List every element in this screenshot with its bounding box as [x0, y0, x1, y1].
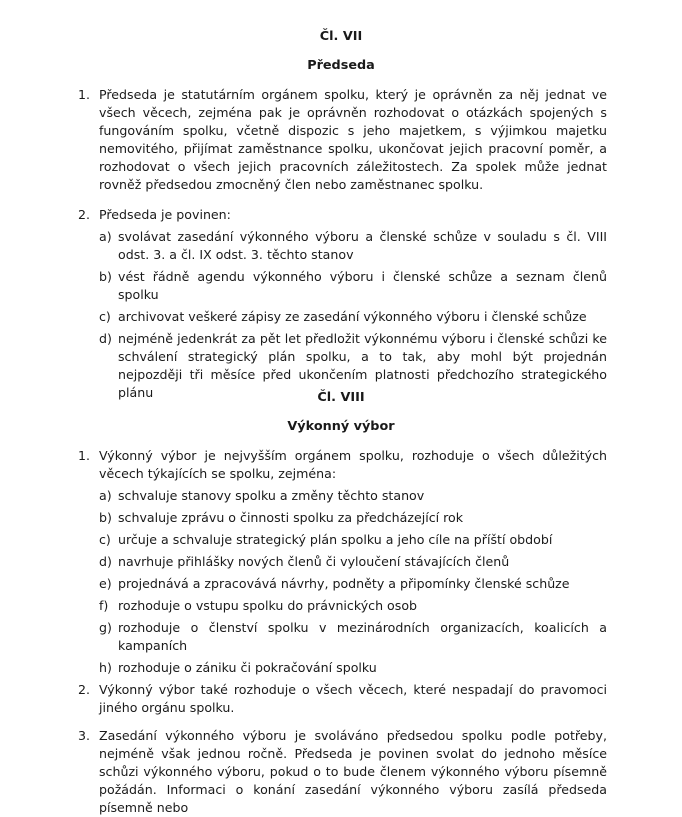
sub-item-letter: a): [99, 229, 112, 244]
sub-item-letter: a): [99, 488, 112, 503]
sub-item: [99, 268, 607, 304]
sub-item: [99, 308, 607, 326]
sub-item-text: svolávat zasedání výkonného výboru a členské schůze v souladu s čl. VIII odst. 3. a čl. IX odst. 3. těchto stanov: [118, 229, 607, 262]
sub-item-text: nejméně jedenkrát za pět let předložit výkonnému výboru i členské schůzi ke schválení strategický plán spolku, a to tak, aby mohl být projednán nejpozději tři měsíce před ukončením platnosti předchozího strategického plánu: [118, 331, 607, 400]
sub-item-letter: d): [99, 331, 112, 346]
sub-item-text: rozhoduje o členství spolku v mezinárodních organizacích, koalicích a kampaních: [118, 620, 607, 653]
item-text: Výkonný výbor je nejvyšším orgánem spolku, rozhoduje o všech důležitých věcech týkajících se spolku, zejména:: [99, 448, 607, 481]
sub-item-letter: h): [99, 660, 112, 675]
item-number: 3.: [78, 728, 91, 743]
list-item: [78, 681, 607, 717]
article-heading: Čl. VIII: [317, 390, 365, 405]
sub-item: [99, 531, 607, 549]
sub-item-letter: d): [99, 554, 112, 569]
sub-list: [99, 487, 607, 677]
sub-item-letter: b): [99, 510, 112, 525]
sub-item-letter: c): [99, 309, 111, 324]
item-number: 2.: [78, 682, 91, 697]
sub-item-letter: e): [99, 576, 112, 591]
sub-item-text: archivovat veškeré zápisy ze zasedání výkonného výboru i členské schůze: [118, 309, 587, 324]
list-item: [78, 206, 607, 402]
sub-item-text: vést řádně agendu výkonného výboru i členské schůze a seznam členů spolku: [118, 269, 607, 302]
article-subheading: Předseda: [307, 58, 375, 73]
article-list: [78, 447, 607, 817]
sub-item-text: určuje a schvaluje strategický plán spolku a jeho cíle na příští období: [118, 532, 553, 547]
list-item: [78, 727, 607, 817]
item-number: 1.: [78, 448, 91, 463]
sub-item-text: projednává a zpracovává návrhy, podněty a připomínky členské schůze: [118, 576, 570, 591]
sub-item: [99, 487, 607, 505]
item-text: Předseda je statutárním orgánem spolku, který je oprávněn za něj jednat ve všech věcech, zejména pak je oprávněn rozhodovat o otázkách spojených s fungováním spolku, včetně dispozic s jeho majetkem, s výjimkou majetku nemovitého, přijímat zaměstnance spolku, ukončovat jejich pracovní poměr, a rozhodovat o všech jejich pracovních záležitostech. Za spolek může jednat rovněž předsedou zmocněný člen nebo zaměstnanec spolku.: [99, 87, 607, 192]
sub-item-text: schvaluje zprávu o činnosti spolku za předcházející rok: [118, 510, 464, 525]
sub-item: [99, 553, 607, 571]
sub-item-letter: c): [99, 532, 111, 547]
article-list: [78, 86, 607, 402]
sub-item: [99, 575, 607, 593]
sub-item-text: rozhoduje o zániku či pokračování spolku: [118, 660, 377, 675]
sub-item: [99, 619, 607, 655]
item-number: 1.: [78, 87, 91, 102]
item-text: Výkonný výbor také rozhoduje o všech věcech, které nespadají do pravomoci jiného orgánu spolku.: [99, 682, 607, 715]
sub-item: [99, 597, 607, 615]
sub-item: [99, 509, 607, 527]
sub-list: [99, 228, 607, 402]
sub-item-text: rozhoduje o vstupu spolku do právnických osob: [118, 598, 418, 613]
sub-item-letter: b): [99, 269, 112, 284]
list-item: [78, 86, 607, 194]
item-text: Zasedání výkonného výboru je svoláváno předsedou spolku podle potřeby, nejméně však jednou ročně. Předseda je povinen svolat do jednoho měsíce schůzi výkonného výboru, pokud o to bude členem výkonného výboru písemně požádán. Informaci o konání zasedání výkonného výboru zasílá předseda písemně nebo: [99, 728, 607, 815]
article-heading: Čl. VII: [319, 29, 363, 44]
item-text: Předseda je povinen:: [99, 207, 231, 222]
article-viii: [0, 389, 682, 817]
item-number: 2.: [78, 207, 91, 222]
sub-item-text: navrhuje přihlášky nových členů či vyloučení stávajících členů: [118, 554, 510, 569]
article-vii: [0, 28, 682, 402]
article-subheading: Výkonný výbor: [287, 419, 395, 434]
sub-item: [99, 659, 607, 677]
sub-item: [99, 228, 607, 264]
sub-item-letter: g): [99, 620, 112, 635]
sub-item-text: schvaluje stanovy spolku a změny těchto stanov: [118, 488, 425, 503]
sub-item-letter: f): [99, 598, 109, 613]
list-item: [78, 447, 607, 677]
